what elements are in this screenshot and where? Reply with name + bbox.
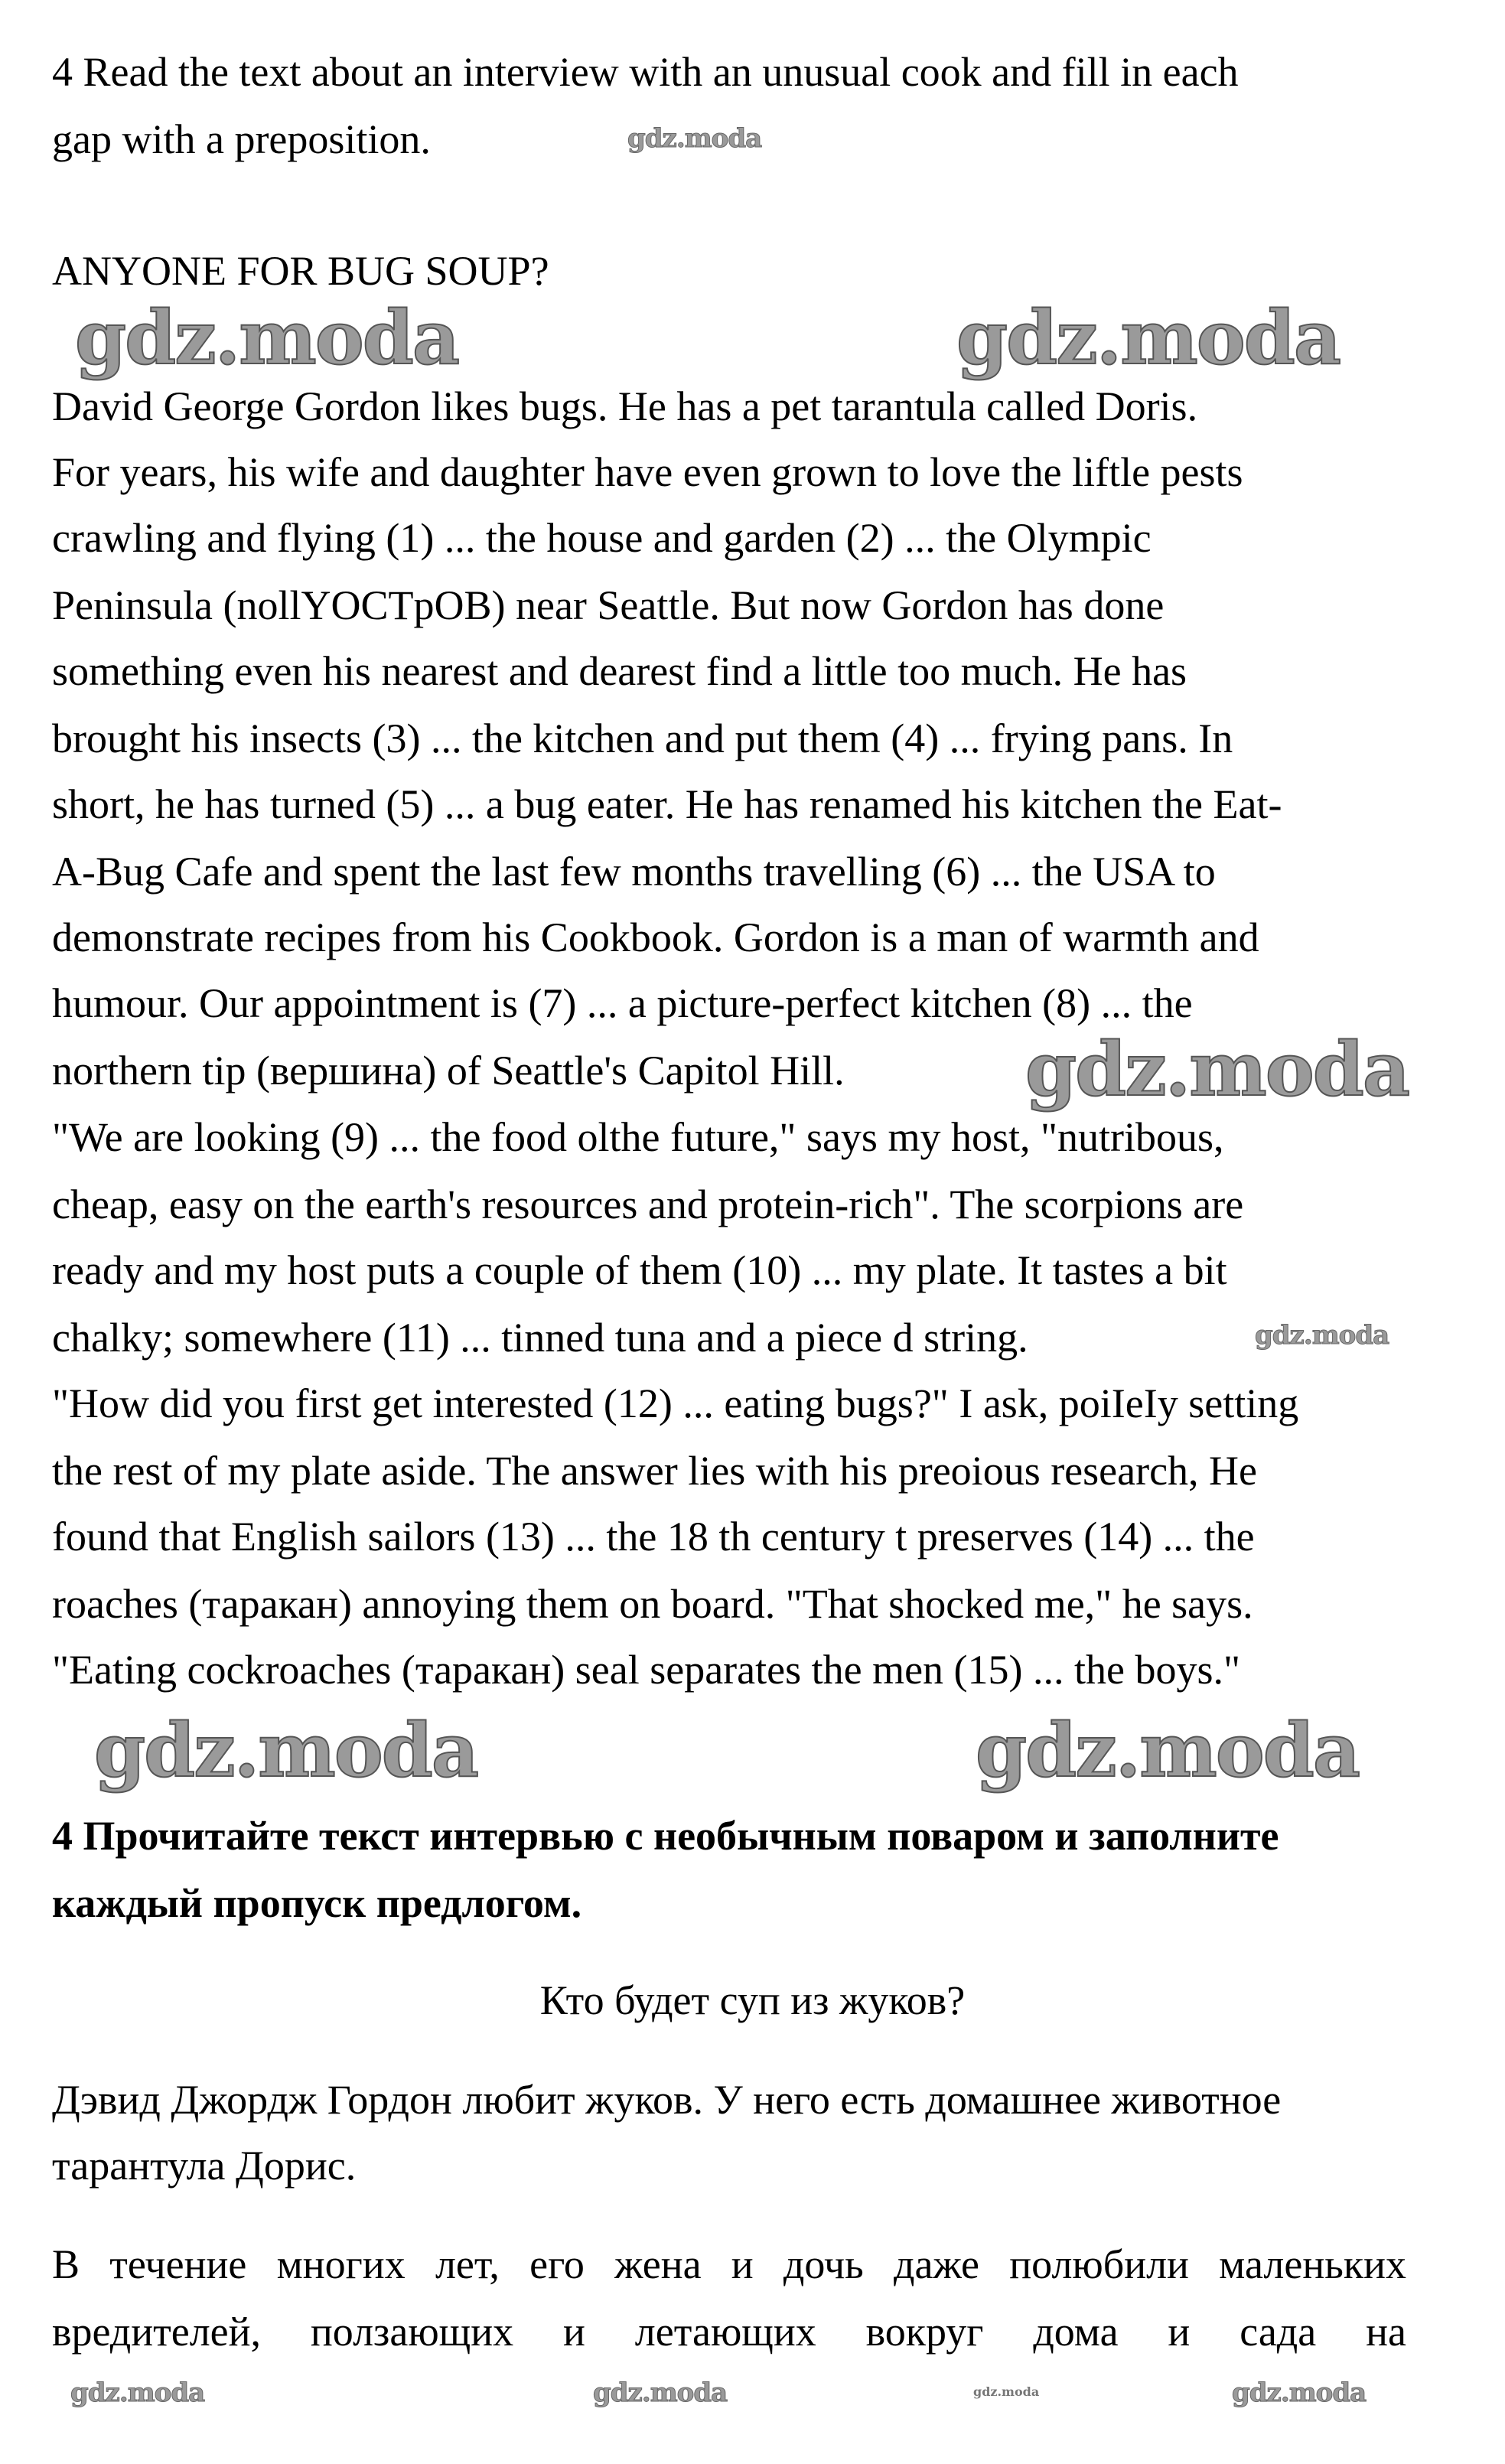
text-line-en: roaches (таракан) annoying them on board. "That shocked me," he says. <box>52 1581 1253 1627</box>
text-line-en: brought his insects (3) ... the kitchen and put them (4) ... frying pans. In <box>52 715 1233 761</box>
watermark: gdz.moda <box>1255 1320 1389 1351</box>
watermark: gdz.moda <box>973 2384 1040 2399</box>
text-line-en: "Eating cockroaches (таракан) seal separates the men (15) ... the boys." <box>52 1647 1241 1693</box>
text-line-en: demonstrate recipes from his Cookbook. Gordon is a man of warmth and <box>52 914 1259 960</box>
watermark: gdz.moda <box>94 1707 478 1794</box>
task-instruction-ru: каждый пропуск предлогом. <box>52 1880 582 1926</box>
task-instruction-en: gap with a preposition. <box>52 116 431 162</box>
text-line-ru: вредителей, ползающих и летающих вокруг дома и сада на <box>52 2309 1406 2355</box>
text-line-en: ready and my host puts a couple of them (10) ... my plate. It tastes a bit <box>52 1247 1227 1293</box>
watermark: gdz.moda <box>1025 1026 1409 1113</box>
text-line-en: humour. Our appointment is (7) ... a picture-perfect kitchen (8) ... the <box>52 980 1193 1026</box>
watermark: gdz.moda <box>976 1707 1360 1794</box>
task-instruction-ru: 4 Прочитайте текст интервью с необычным поваром и заполните <box>52 1813 1279 1859</box>
task-instruction-en: 4 Read the text about an interview with an unusual cook and fill in each <box>52 49 1239 95</box>
text-title-ru: Кто будет суп из жуков? <box>539 1977 966 2023</box>
text-line-en: cheap, easy on the earth's resources and protein-rich". The scorpions are <box>52 1181 1244 1227</box>
watermark: gdz.moda <box>593 2378 728 2408</box>
text-line-ru: тарантула Дорис. <box>52 2143 357 2189</box>
text-line-en: chalky; somewhere (11) ... tinned tuna and a piece d string. <box>52 1315 1028 1361</box>
text-title-en: ANYONE FOR BUG SOUP? <box>52 248 549 294</box>
text-line-en: northern tip (вершина) of Seattle's Capitol Hill. <box>52 1048 845 1093</box>
watermark: gdz.moda <box>1232 2378 1367 2408</box>
text-line-ru: Дэвид Джордж Гордон любит жуков. У него есть домашнее животное <box>52 2077 1282 2123</box>
text-line-en: short, he has turned (5) ... a bug eater. He has renamed his kitchen the Eat- <box>52 781 1282 827</box>
text-line-en: something even his nearest and dearest find a little too much. He has <box>52 648 1187 694</box>
text-line-ru: В течение многих лет, его жена и дочь даже полюбили маленьких <box>52 2241 1406 2287</box>
text-line-en: "How did you first get interested (12) ... eating bugs?" I ask, poiIeIy setting <box>52 1380 1299 1426</box>
text-line-en: A-Bug Cafe and spent the last few months travelling (6) ... the USA to <box>52 849 1216 895</box>
text-line-en: "We are looking (9) ... the food olthe future," says my host, "nutribous, <box>52 1114 1224 1160</box>
text-line-en: crawling and flying (1) ... the house and garden (2) ... the Olympic <box>52 515 1152 561</box>
watermark: gdz.moda <box>956 295 1340 381</box>
watermark: gdz.moda <box>627 123 762 154</box>
watermark: gdz.moda <box>70 2378 205 2408</box>
watermark: gdz.moda <box>75 295 459 381</box>
text-line-en: found that English sailors (13) ... the 18 th century t preserves (14) ... the <box>52 1514 1255 1560</box>
text-line-en: the rest of my plate aside. The answer lies with his preoious research, He <box>52 1448 1258 1494</box>
text-line-en: For years, his wife and daughter have even grown to love the liftle pests <box>52 449 1243 495</box>
text-line-en: Peninsula (nollYOCTpOB) near Seattle. But now Gordon has done <box>52 582 1165 628</box>
text-line-en: David George Gordon likes bugs. He has a pet tarantula called Doris. <box>52 383 1198 429</box>
